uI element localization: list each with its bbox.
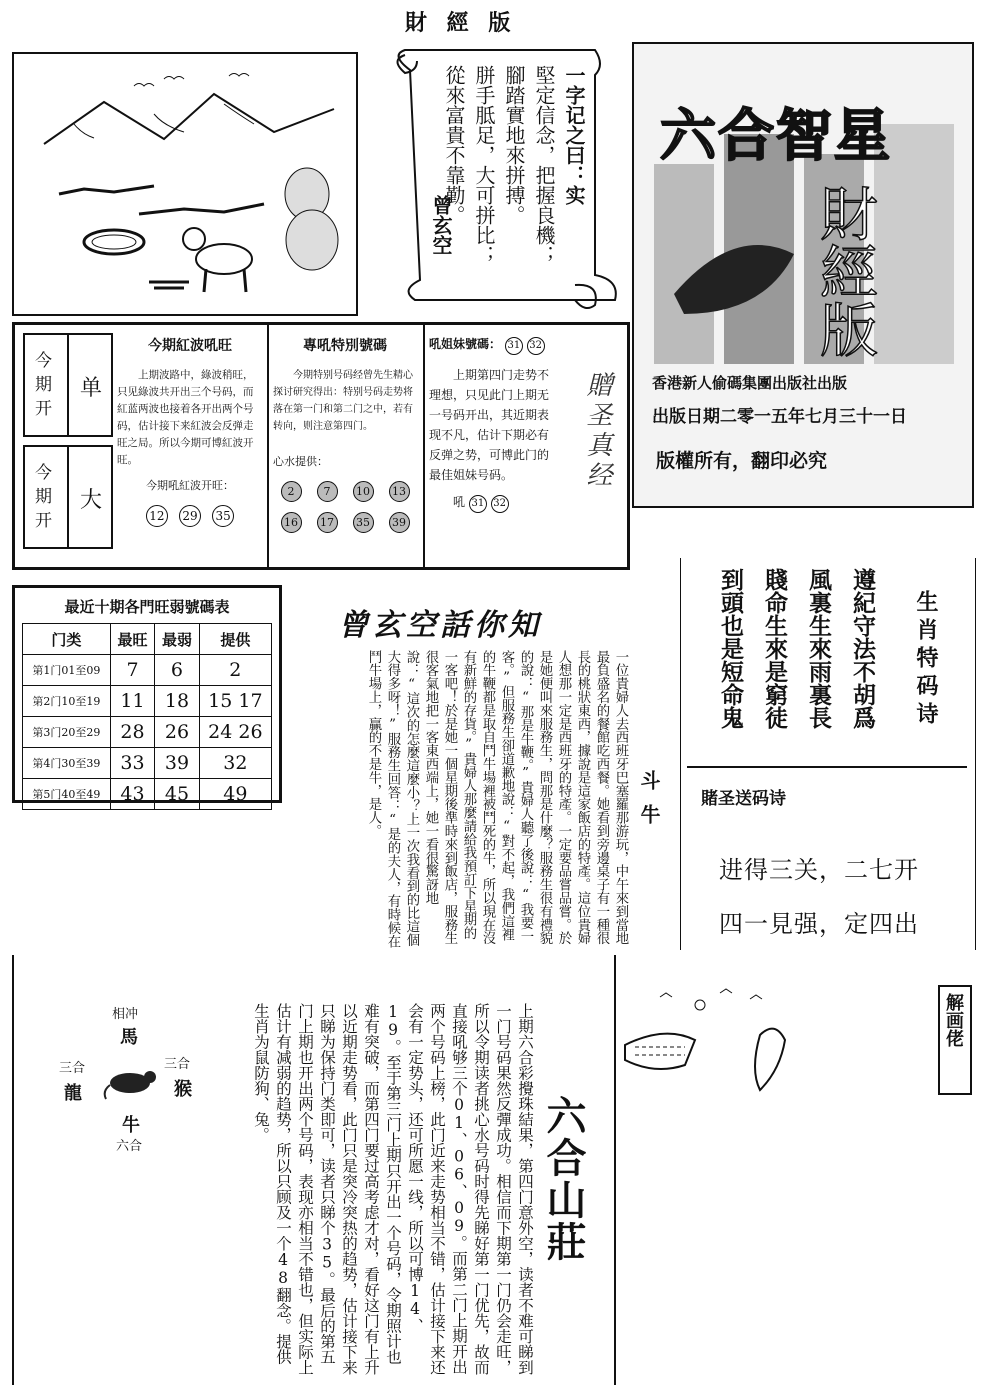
special-number: 2 (281, 481, 302, 502)
table-header: 门类 (23, 624, 111, 655)
article-title: 曾玄空話你知 (338, 608, 542, 643)
row-min: 6 (155, 655, 199, 686)
scroll-line: 堅定信念，把握良機； (532, 65, 556, 265)
row-provide: 32 (199, 748, 271, 779)
special-body: 今期特别号码经曾先生精心探讨研究得出：特别号码走势将落在第一门和第二门之中，若有转向，则注意第四门。 (273, 370, 413, 432)
row-min: 45 (155, 779, 199, 810)
cover-publisher: 香港新人偷碼集團出版社出版 (652, 374, 848, 392)
special-number: 7 (317, 481, 338, 502)
article-body: 一位貴婦人去西班牙巴塞羅那游玩，中午來到當地最負盛名的餐館吃西餐。她看到旁邊桌子有一種很長的桃狀東西，據說是這家飯店的特產。這位貴婦人想那一定是西班牙的特產。一定要品嘗品嘗。於是她便叫來服務生，問那是什麼？服務生很有禮貌的說：“那是牛鞭。”貴婦人聽了後說：“我要一客。”但服務生卻道歉地說：“對不起，我們這裡的牛鞭都是取自鬥牛場裡被鬥死的牛，所以現在沒有新鮮的存貨。”貴婦人那麼請給我預訂下星期的一客吧！於是她一個星期後準時來到飯店，服務生很客氣地把一客東西端上，她一看很驚訝地說：“這次的怎麼這麼小？上一次我看到的比這個大得多呀！”服務生回答：“是的夫人，有時候在鬥牛場上，贏的不是牛，是人。 (366, 650, 628, 948)
special-number: 13 (389, 481, 410, 502)
special-label: 心水提供： (273, 455, 328, 468)
red-wave-number: 12 (146, 505, 168, 527)
scroll-banner (380, 45, 620, 315)
row-provide: 24 26 (199, 717, 271, 748)
sister-title-number: 31 (505, 337, 523, 355)
special-number: 35 (353, 512, 374, 533)
period-box-big (23, 445, 113, 549)
cartoon-drawing (620, 975, 920, 1115)
row-label: 第5门40至49 (23, 779, 111, 810)
red-wave-body: 上期波路中，綠波稍旺，只见綠波共开出三个号码，而紅蓝两波也接着各开出两个号码，估计接下来紅波会反弹走旺之局。所以今期可博紅波开旺。 (117, 369, 254, 466)
row-label: 第4门30至39 (23, 748, 111, 779)
sister-footer-number: 32 (491, 495, 509, 513)
sister-footer-number: 31 (469, 495, 487, 513)
scroll-line: 胼手胝足，大可拼比； (472, 65, 496, 265)
sister-title-number: 32 (527, 337, 545, 355)
scroll-author: 曾玄空 (429, 195, 453, 255)
liuhe-body: 上期六合彩攪珠結果，第四门意外空，读者不难可睇到一门号码果然反彈成功。相信而下期第一门仍会走旺，所以令期读者挑心水号码时得先睇好第一门优先，故而直接吼够三个01、06、09。而第二门上期开出两个号码上榜，此门近来走势相当不错，估计接下来还会有一定势头，还可所愿一线，所以可博14、19。至于第三门上期只开出一个号码，令期照计也难有突破，而第四门要过高考虑才对，看好这门有上升以近期走势看，此门只是突冷突热的趋势，估计接下来只睇为保持门类即可，读者只睇个35。最后的第五门上期也开出两个号码，表现亦相当不错也，但实际上估计有减弱的趋势，所以只顾及一个48翻念。提供生肖为鼠防狗、兔。 (252, 1003, 534, 1375)
sister-footer-label: 吼 (453, 495, 466, 509)
liuhe-title: 六合山莊 (540, 1095, 587, 1263)
cartoon-panel (620, 975, 974, 1125)
poem-title: 生肖特码诗 (913, 590, 939, 730)
row-min: 39 (155, 748, 199, 779)
cover-date: 出版日期二零一五年七月三十一日 (652, 407, 907, 427)
period-label: 今期开 (35, 463, 52, 531)
liuhe-panel (12, 955, 616, 1385)
row-label: 第1门01至09 (23, 655, 111, 686)
period-value: 单 (80, 376, 103, 401)
special-section (273, 331, 417, 561)
poem-panel (680, 558, 976, 950)
cover-logo: 六合智星 (660, 103, 892, 169)
special-number: 39 (389, 512, 410, 533)
red-wave-number: 29 (179, 505, 201, 527)
row-label: 第2门10至19 (23, 686, 111, 717)
scroll-line: 腳踏實地來拼搏。 (502, 65, 526, 225)
article-subtitle: 斗牛 (637, 770, 661, 838)
zodiac-right-label: 三合 (164, 1057, 191, 1072)
row-max: 33 (110, 748, 154, 779)
scroll-title: 一字记之曰：实 (562, 65, 586, 205)
red-wave-footer: 今期吼紅波开旺： (146, 479, 234, 492)
zodiac-bottom: 牛 (122, 1115, 140, 1136)
zodiac-top-label: 相冲 (112, 1007, 139, 1022)
red-wave-section (117, 331, 263, 561)
red-wave-title: 今期紅波吼旺 (148, 338, 232, 354)
period-label: 今期开 (35, 351, 52, 419)
cover-panel (632, 42, 974, 508)
row-label: 第3门20至29 (23, 717, 111, 748)
poem-line: 到頭也是短命鬼 (717, 568, 744, 729)
poem-line: 賤命生來是窮徒 (761, 568, 788, 729)
special-title: 專吼特別號碼 (303, 338, 387, 354)
table-header: 最旺 (110, 624, 154, 655)
cartoon-label: 解画佬 (938, 985, 972, 1095)
table-header: 提供 (199, 624, 271, 655)
poem-line: 風裏生來雨裏長 (805, 568, 832, 729)
row-max: 43 (110, 779, 154, 810)
zodiac-left-label: 三合 (59, 1061, 86, 1076)
scroll-line: 從來富貴不靠勤。 (442, 65, 466, 225)
row-provide: 2 (199, 655, 271, 686)
period-box-odd (23, 333, 113, 437)
zodiac-left: 龍 (64, 1083, 82, 1104)
page-title: 財 經 版 (405, 10, 517, 36)
period-value: 大 (80, 488, 103, 513)
special-number: 17 (317, 512, 338, 533)
table-header: 最弱 (155, 624, 199, 655)
gift-poem-line: 进得三关，二七开 (719, 856, 919, 884)
table-title: 最近十期各門旺弱號碼表 (64, 598, 230, 616)
cover-copyright: 版權所有，翻印必究 (656, 450, 828, 472)
landscape-illustration (12, 52, 358, 316)
row-max: 11 (110, 686, 154, 717)
row-provide: 15 17 (199, 686, 271, 717)
gift-poem-title: 賭圣送码诗 (701, 789, 786, 809)
mountain-dog-drawing (14, 54, 356, 314)
sister-section (429, 331, 625, 561)
red-wave-number: 35 (212, 505, 234, 527)
zodiac-top: 馬 (120, 1027, 138, 1048)
row-provide: 49 (199, 779, 271, 810)
row-max: 7 (110, 655, 154, 686)
zodiac-bottom-label: 六合 (116, 1139, 143, 1154)
sister-title: 吼姐妹號碼： (429, 337, 502, 351)
special-number: 10 (353, 481, 374, 502)
numbers-band (12, 322, 630, 570)
special-number: 16 (281, 512, 302, 533)
poem-line: 遵紀守法不胡爲 (849, 568, 876, 729)
cover-sub-logo: 財經版 (810, 184, 878, 358)
sister-body: 上期第四门走势不理想，只见此门上期无一号码开出，其近期表现不凡，估计下期必有反弹之势，可博此门的最佳姐妹号码。 (429, 368, 550, 482)
sister-seal: 贈圣真经 (582, 371, 612, 491)
gift-poem-line: 四一見强，定四出 (719, 910, 919, 938)
row-min: 26 (155, 717, 199, 748)
row-max: 28 (110, 717, 154, 748)
row-min: 18 (155, 686, 199, 717)
zodiac-right: 猴 (174, 1079, 192, 1100)
